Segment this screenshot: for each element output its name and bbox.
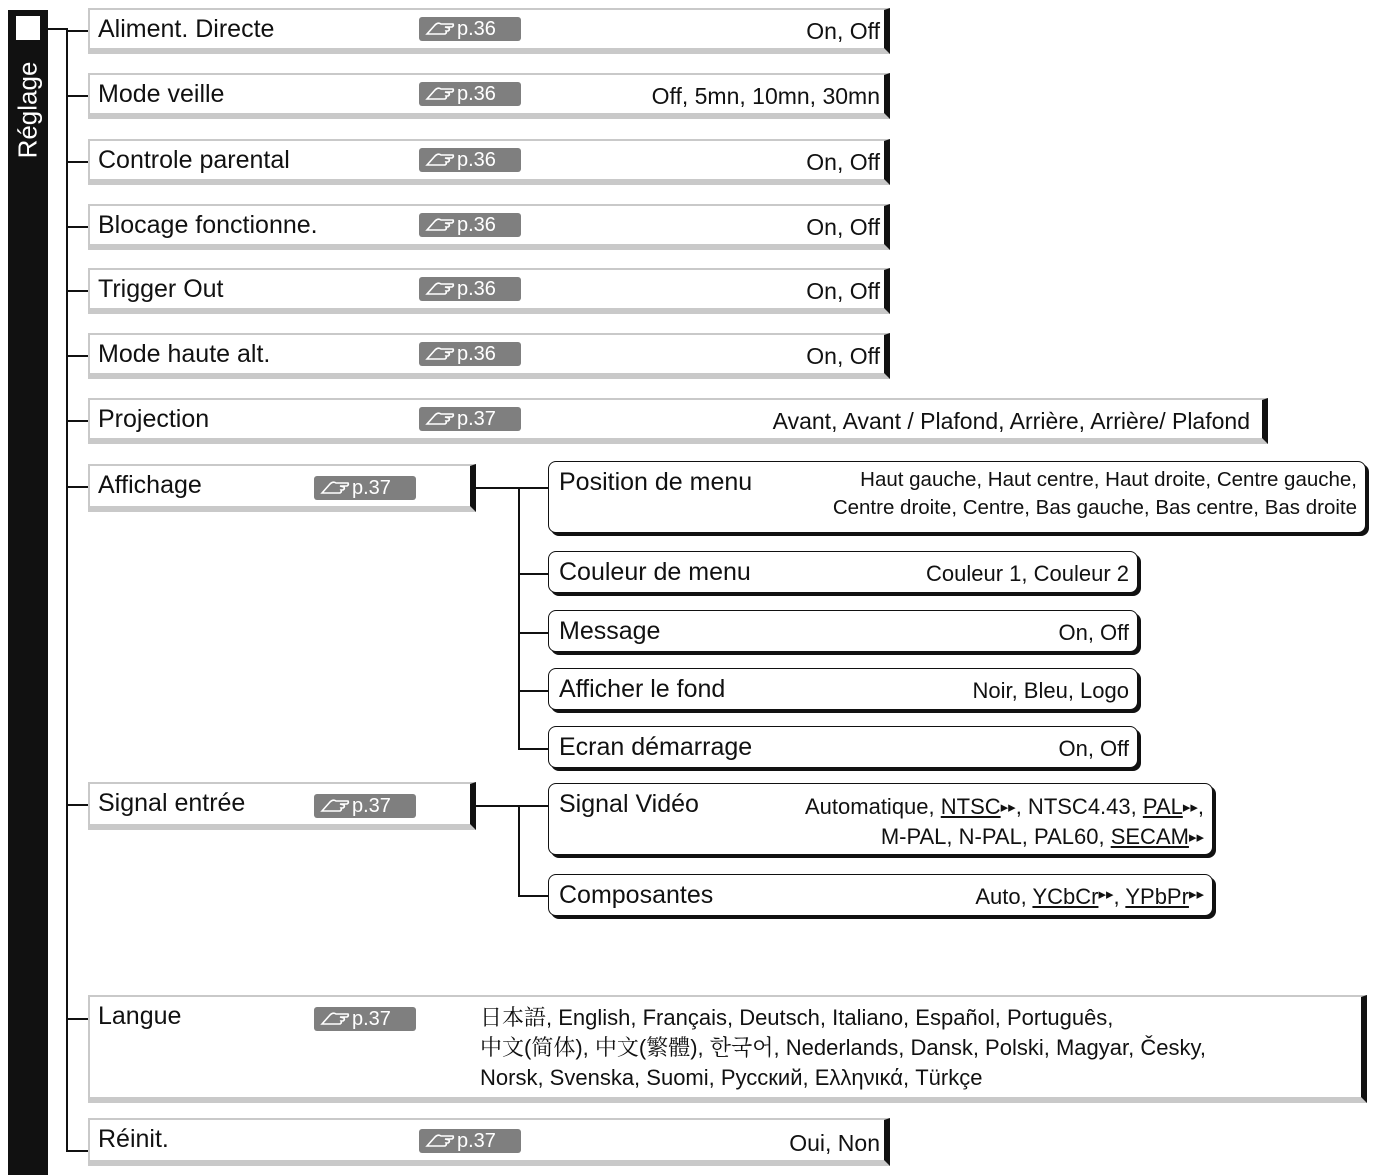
signal-sub-trunk bbox=[518, 805, 520, 897]
sub-item-name: Signal Vidéo bbox=[559, 790, 699, 818]
sub-item-name: Position de menu bbox=[559, 468, 753, 496]
pointing-hand-icon bbox=[425, 86, 455, 102]
sub-item-options bbox=[805, 792, 1204, 852]
branch-projection bbox=[66, 420, 88, 422]
branch-altitude bbox=[66, 355, 88, 357]
glossary-arrow-icon: ▸▸ bbox=[1188, 829, 1204, 846]
glossary-term[interactable]: YCbCr bbox=[1032, 884, 1099, 909]
glossary-arrow-icon: ▸▸ bbox=[1098, 886, 1114, 903]
glossary-arrow-icon: ▸▸ bbox=[1188, 886, 1204, 903]
branch-trigger bbox=[66, 290, 88, 292]
item-options: On, Off bbox=[806, 214, 880, 240]
sub-item-name: Afficher le fond bbox=[559, 675, 726, 703]
pointing-hand-icon bbox=[425, 21, 455, 37]
affichage-sub-trunk bbox=[518, 487, 520, 749]
sub-item-name: Composantes bbox=[559, 881, 714, 909]
pointing-hand-icon bbox=[425, 152, 455, 168]
signal-sub-branch-2 bbox=[518, 895, 548, 897]
item-name: Aliment. Directe bbox=[98, 15, 275, 43]
sub-position-de-menu bbox=[548, 461, 1366, 533]
section-title: Réglage bbox=[12, 61, 43, 159]
item-affichage bbox=[88, 464, 476, 512]
item-name: Signal entrée bbox=[98, 789, 246, 817]
page-ref-badge: p.36 bbox=[419, 82, 521, 106]
item-signal-entree bbox=[88, 782, 476, 830]
sub-item-options: Auto, YCbCr▸▸, YPbPr▸▸ bbox=[975, 884, 1204, 909]
item-mode-veille bbox=[88, 73, 890, 119]
affichage-sub-branch-5 bbox=[518, 748, 548, 750]
branch-blocage bbox=[66, 226, 88, 228]
item-name: Projection bbox=[98, 405, 210, 433]
glossary-arrow-icon: ▸▸ bbox=[1182, 799, 1198, 816]
sub-item-options: Haut gauche, Haut centre, Haut droite, Centre gauche, Centre droite, Centre, Bas gauche, Bas centre, Bas droite bbox=[832, 468, 1357, 519]
tree-trunk bbox=[66, 29, 68, 1151]
sub-item-options: Couleur 1, Couleur 2 bbox=[925, 561, 1129, 586]
item-trigger-out bbox=[88, 268, 890, 314]
options-line: Automatique, NTSC▸▸, NTSC4.43, PAL▸▸, bbox=[805, 794, 1204, 819]
affichage-sub-branch-2 bbox=[518, 573, 548, 575]
page-ref-badge: p.37 bbox=[314, 1007, 416, 1031]
tree-root-branch bbox=[48, 28, 68, 30]
item-options: Avant, Avant / Plafond, Arrière, Arrière/ Plafond bbox=[772, 408, 1250, 434]
glossary-arrow-icon: ▸▸ bbox=[1000, 799, 1016, 816]
item-options: On, Off bbox=[806, 278, 880, 304]
section-tab bbox=[8, 10, 48, 1175]
sub-item-options: Noir, Bleu, Logo bbox=[972, 678, 1129, 703]
sub-item-options: On, Off bbox=[1058, 736, 1129, 761]
options-line: M-PAL, N-PAL, PAL60, SECAM▸▸ bbox=[880, 824, 1204, 849]
pointing-hand-icon bbox=[320, 798, 350, 814]
branch-signal bbox=[66, 804, 88, 806]
item-name: Blocage fonctionne. bbox=[98, 211, 318, 239]
item-options: On, Off bbox=[806, 343, 880, 369]
item-name: Trigger Out bbox=[98, 275, 224, 303]
language-line: 中文(简体), 中文(繁體), 한국어, Nederlands, Dansk, Polski, Magyar, Česky, bbox=[480, 1035, 1206, 1060]
item-reinit bbox=[88, 1118, 890, 1166]
page-ref-badge: p.36 bbox=[419, 213, 521, 237]
language-line: 日本語, English, Français, Deutsch, Italiano, Español, Português, bbox=[480, 1005, 1114, 1030]
item-controle-parental bbox=[88, 139, 890, 185]
item-langue bbox=[88, 995, 1367, 1103]
glossary-term[interactable]: PAL bbox=[1142, 794, 1183, 819]
item-options: On, Off bbox=[806, 149, 880, 175]
sub-composantes bbox=[548, 874, 1213, 916]
branch-reinit bbox=[66, 1150, 88, 1152]
sub-item-name: Couleur de menu bbox=[559, 558, 751, 586]
affichage-sub-branch-4 bbox=[518, 690, 548, 692]
page-ref-badge: p.36 bbox=[419, 277, 521, 301]
page-ref-badge: p.37 bbox=[419, 1129, 521, 1153]
affichage-sub-branch-3 bbox=[518, 632, 548, 634]
pointing-hand-icon bbox=[425, 346, 455, 362]
sub-item-name: Message bbox=[559, 617, 661, 645]
branch-veille bbox=[66, 95, 88, 97]
page-ref-badge: p.36 bbox=[419, 148, 521, 172]
item-blocage-fonctionne bbox=[88, 204, 890, 250]
branch-langue bbox=[66, 1018, 88, 1020]
signal-sub-branch-1 bbox=[518, 805, 548, 807]
affichage-connector bbox=[474, 487, 520, 489]
item-aliment-directe bbox=[88, 8, 890, 54]
section-square-icon bbox=[16, 16, 40, 40]
item-name: Controle parental bbox=[98, 146, 290, 174]
item-options: On, Off bbox=[806, 18, 880, 44]
sub-couleur-de-menu bbox=[548, 551, 1138, 593]
item-projection bbox=[88, 398, 1268, 444]
item-name: Affichage bbox=[98, 471, 202, 499]
glossary-term[interactable]: NTSC bbox=[940, 794, 1001, 819]
pointing-hand-icon bbox=[320, 480, 350, 496]
pointing-hand-icon bbox=[320, 1011, 350, 1027]
sub-afficher-le-fond bbox=[548, 668, 1138, 710]
signal-connector bbox=[474, 805, 520, 807]
item-name: Réinit. bbox=[98, 1125, 169, 1153]
affichage-sub-branch-1 bbox=[518, 487, 548, 489]
page-ref-badge: p.36 bbox=[419, 17, 521, 41]
branch-aliment bbox=[66, 30, 88, 32]
sub-item-name: Ecran démarrage bbox=[559, 733, 753, 761]
pointing-hand-icon bbox=[425, 217, 455, 233]
branch-affichage bbox=[66, 486, 88, 488]
glossary-term[interactable]: YPbPr bbox=[1125, 884, 1189, 909]
language-line: Norsk, Svenska, Suomi, Русский, Ελληνικά, Türkçe bbox=[480, 1065, 983, 1090]
item-name: Langue bbox=[98, 1002, 182, 1030]
glossary-term[interactable]: SECAM bbox=[1110, 824, 1189, 849]
sub-signal-video bbox=[548, 783, 1213, 855]
page-ref-badge: p.37 bbox=[314, 794, 416, 818]
sub-ecran-demarrage bbox=[548, 726, 1138, 768]
page-ref-badge: p.36 bbox=[419, 342, 521, 366]
item-mode-haute-alt bbox=[88, 333, 890, 379]
page-ref-badge: p.37 bbox=[314, 476, 416, 500]
sub-item-options: On, Off bbox=[1058, 620, 1129, 645]
pointing-hand-icon bbox=[425, 281, 455, 297]
pointing-hand-icon bbox=[425, 1133, 455, 1149]
item-options: Oui, Non bbox=[789, 1130, 880, 1156]
item-name: Mode haute alt. bbox=[98, 340, 271, 368]
item-name: Mode veille bbox=[98, 80, 225, 108]
language-options bbox=[480, 1003, 1206, 1093]
pointing-hand-icon bbox=[425, 411, 455, 427]
item-options: Off, 5mn, 10mn, 30mn bbox=[651, 83, 880, 109]
branch-parental bbox=[66, 161, 88, 163]
sub-message bbox=[548, 610, 1138, 652]
page-ref-badge: p.37 bbox=[419, 407, 521, 431]
